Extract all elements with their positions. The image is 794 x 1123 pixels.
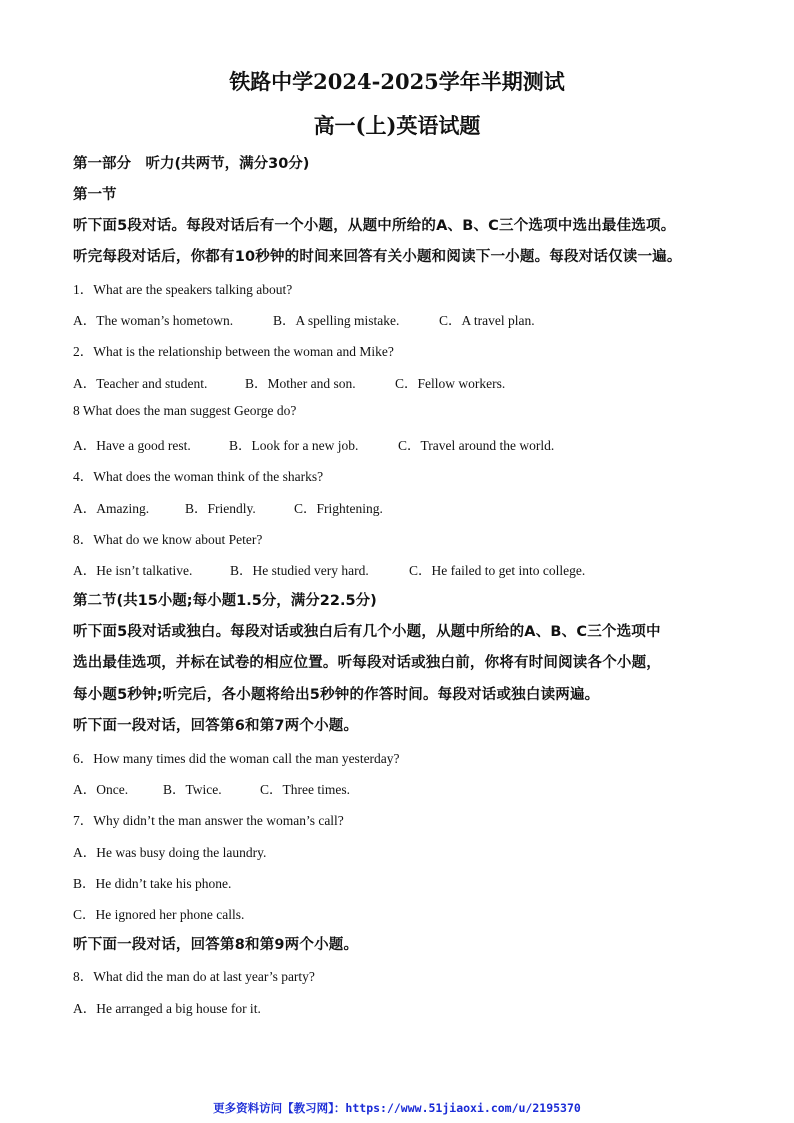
- question-options: [73, 309, 535, 329]
- question-options: [73, 372, 506, 392]
- question-stem: 8．What did the man do at last year’s party?: [73, 969, 315, 984]
- option-c: C．Three times.: [260, 782, 350, 797]
- instruction-line: 听下面5段对话或独白。每段对话或独白后有几个小题，从题中所给的A、B、C三个选项中: [73, 624, 661, 640]
- exam-title: 铁路中学2024-2025学年半期测试: [229, 69, 565, 94]
- option-c: C．A travel plan.: [439, 313, 535, 328]
- question-stem: 4．What does the woman think of the sharks?: [73, 469, 324, 484]
- option-b: B．Look for a new job.: [229, 438, 359, 453]
- question-options: [73, 434, 555, 454]
- option-a: A．The woman’s hometown.: [73, 313, 234, 328]
- option-b: B．Friendly.: [185, 501, 256, 516]
- option-a: A．Amazing.: [73, 501, 150, 516]
- exam-subtitle: 高一(上)英语试题: [313, 113, 481, 138]
- option-a: A．Once.: [73, 782, 129, 797]
- option-b: B．A spelling mistake.: [273, 313, 400, 328]
- section-heading: 第一节: [73, 187, 117, 203]
- option-c: C．Fellow workers.: [395, 376, 506, 391]
- question-options: [73, 778, 350, 798]
- option-a: A．Have a good rest.: [73, 438, 191, 453]
- option-b: B．Twice.: [163, 782, 222, 797]
- option-c: C．Frightening.: [294, 501, 383, 516]
- question-stem: 7．Why didn’t the man answer the woman’s call?: [73, 813, 344, 828]
- option-a: A．He arranged a big house for it.: [73, 1001, 261, 1016]
- option-c: C．He ignored her phone calls.: [73, 907, 245, 922]
- question-options: [73, 497, 383, 517]
- option-a: A．He was busy doing the laundry.: [73, 845, 267, 860]
- question-stem: 1．What are the speakers talking about?: [73, 282, 293, 297]
- instruction-line: 听完每段对话后，你都有10秒钟的时间来回答有关小题和阅读下一小题。每段对话仅读一遍。: [73, 249, 682, 265]
- option-b: B．He studied very hard.: [230, 563, 369, 578]
- question-stem: 2．What is the relationship between the woman and Mike?: [73, 344, 394, 359]
- instruction-line: 每小题5秒钟;听完后，各小题将给出5秒钟的作答时间。每段对话或独白读两遍。: [73, 687, 600, 703]
- option-b: B．He didn’t take his phone.: [73, 876, 232, 891]
- option-c: C．Travel around the world.: [398, 438, 555, 453]
- dialog-instruction: 听下面一段对话，回答第8和第9两个小题。: [73, 937, 359, 953]
- question-options: [73, 559, 586, 579]
- part-heading: 第一部分 听力(共两节，满分30分): [73, 156, 310, 172]
- option-a: A．Teacher and student.: [73, 376, 208, 391]
- option-b: B．Mother and son.: [245, 376, 356, 391]
- section-heading: 第二节(共15小题;每小题1.5分，满分22.5分): [73, 593, 377, 609]
- instruction-line: 选出最佳选项，并标在试卷的相应位置。听每段对话或独白前，你将有时间阅读各个小题，: [73, 655, 661, 671]
- question-stem: 6．How many times did the woman call the man yesterday?: [73, 751, 400, 766]
- question-stem: 8．What do we know about Peter?: [73, 532, 263, 547]
- question-stem: 8 What does the man suggest George do?: [73, 403, 297, 418]
- option-a: A．He isn’t talkative.: [73, 563, 193, 578]
- option-c: C．He failed to get into college.: [409, 563, 586, 578]
- instruction-line: 听下面5段对话。每段对话后有一个小题，从题中所给的A、B、C三个选项中选出最佳选项。: [73, 218, 676, 234]
- dialog-instruction: 听下面一段对话，回答第6和第7两个小题。: [73, 718, 359, 734]
- footer-link[interactable]: 更多资料访问【教习网】：https://www.51jiaoxi.com/u/2195370: [213, 1101, 581, 1115]
